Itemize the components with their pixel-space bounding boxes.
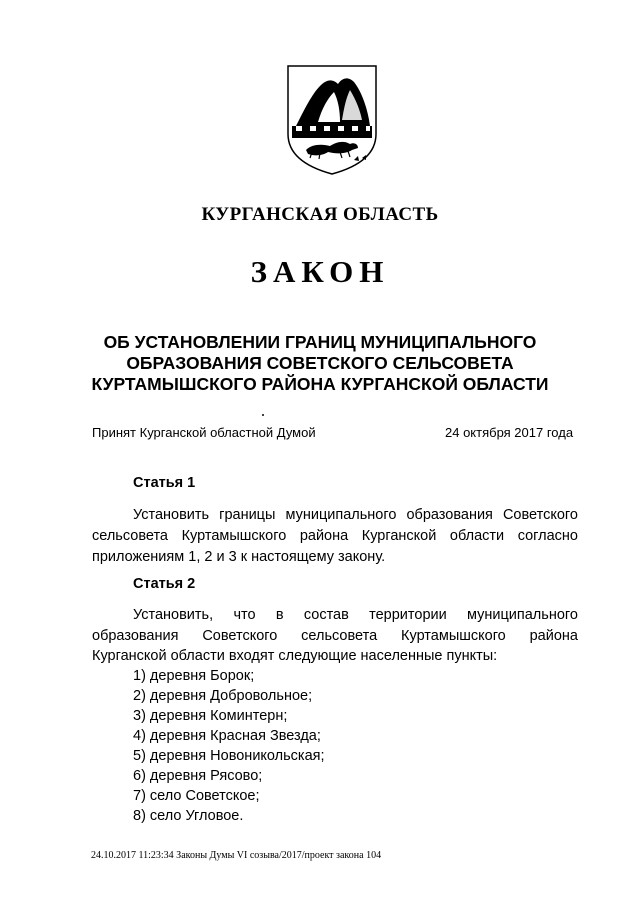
- settlement-list-item: 6) деревня Рясово;: [133, 768, 263, 784]
- settlement-list-item: 3) деревня Коминтерн;: [133, 708, 288, 724]
- article-2-line: [92, 628, 578, 644]
- coat-of-arms-icon: [282, 64, 382, 176]
- word: в: [275, 607, 284, 623]
- document-type-heading: ЗАКОН: [250, 254, 390, 289]
- word: муниципального: [285, 507, 397, 523]
- settlement-list-item: 7) село Советское;: [133, 788, 260, 804]
- word: сельсовета: [92, 528, 168, 544]
- word: состав: [303, 607, 349, 623]
- article-1-line: [133, 507, 578, 523]
- word: сельсовета: [301, 628, 378, 644]
- article-2-line: Курганской области входят следующие населенные пункты:: [92, 648, 498, 664]
- word: согласно: [517, 528, 578, 544]
- word: что: [233, 607, 256, 623]
- adoption-date: 24 октября 2017 года: [445, 425, 574, 440]
- word: Установить: [133, 507, 210, 523]
- word: границы: [219, 507, 276, 523]
- word: Курганской: [361, 528, 437, 544]
- settlement-list-item: 4) деревня Красная Звезда;: [133, 728, 321, 744]
- word: образования: [92, 628, 179, 644]
- word: муниципального: [467, 607, 578, 623]
- article-1-line: [92, 528, 578, 544]
- law-title-line: ОБ УСТАНОВЛЕНИИ ГРАНИЦ МУНИЦИПАЛЬНОГО: [103, 332, 537, 352]
- word: области: [449, 528, 505, 544]
- settlement-list-item: 8) село Угловое.: [133, 808, 244, 824]
- word: района: [299, 528, 349, 544]
- adopted-by-text: Принят Курганской областной Думой: [92, 425, 316, 440]
- document-footer: 24.10.2017 11:23:34 Законы Думы VI созыва/2017/проект закона 104: [91, 850, 382, 861]
- article-1-line: приложениям 1, 2 и 3 к настоящему закону.: [92, 549, 386, 565]
- law-title-line: КУРТАМЫШСКОГО РАЙОНА КУРГАНСКОЙ ОБЛАСТИ: [91, 374, 549, 394]
- region-heading: КУРГАНСКАЯ ОБЛАСТЬ: [201, 204, 439, 225]
- article-2-line: [133, 607, 578, 623]
- word: Советского: [502, 507, 578, 523]
- word: Советского: [202, 628, 278, 644]
- word: образования: [406, 507, 493, 523]
- word: территории: [369, 607, 447, 623]
- scan-speck: [262, 414, 264, 416]
- law-title: [60, 332, 580, 395]
- settlement-list-item: 1) деревня Борок;: [133, 668, 255, 684]
- article-1-heading: Статья 1: [133, 475, 196, 491]
- word: района: [529, 628, 578, 644]
- law-title-line: ОБРАЗОВАНИЯ СОВЕТСКОГО СЕЛЬСОВЕТА: [126, 353, 514, 373]
- word: Куртамышского: [181, 528, 287, 544]
- word: Установить,: [133, 607, 214, 623]
- settlement-list-item: 5) деревня Новоникольская;: [133, 748, 325, 764]
- word: Куртамышского: [401, 628, 506, 644]
- settlement-list-item: 2) деревня Добровольное;: [133, 688, 313, 704]
- article-2-heading: Статья 2: [133, 576, 196, 592]
